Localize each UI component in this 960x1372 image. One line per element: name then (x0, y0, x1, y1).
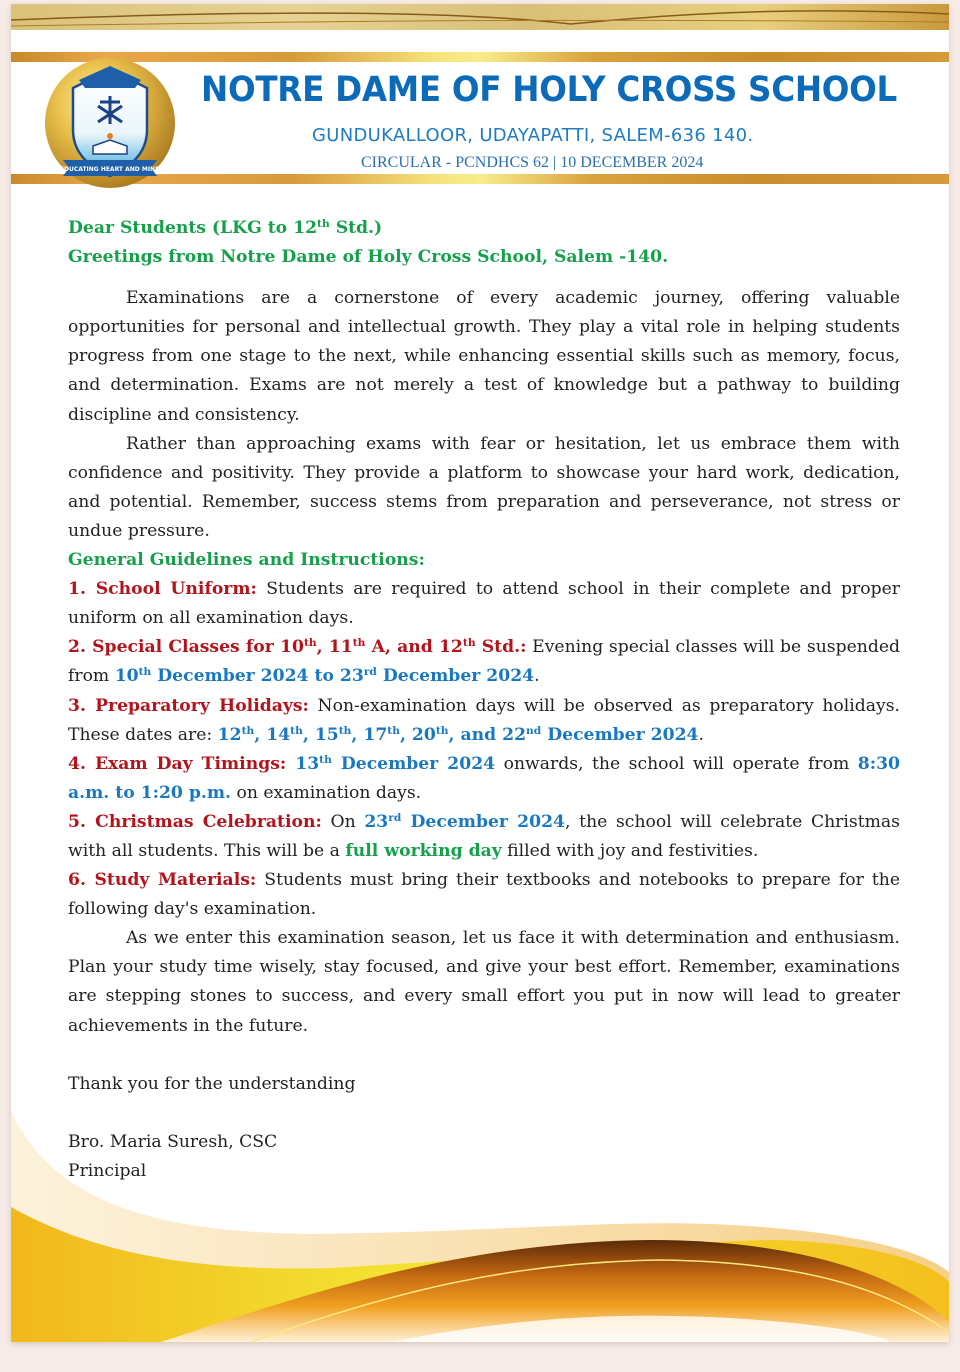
guideline-text: Non-examination days will be observed as preparatory holidays. These dates are: (68, 695, 900, 745)
christmas-date: 23rd December 2024 (364, 811, 566, 832)
signatory-designation: Principal (68, 1160, 147, 1181)
guideline-6 (68, 866, 900, 924)
guideline-5: 5. Christmas Celebration: On 23rd December 2024, the school will celebrate Christmas with all students. This will be a full working day filled with joy and festivities. (68, 811, 900, 861)
guideline-title: 1. School Uniform: (68, 579, 257, 600)
salutation (68, 214, 900, 243)
guideline-text: onwards, the school will operate from (495, 753, 858, 774)
holiday-dates: 12th, 14th, 15th, 17th, 20th, and 22nd December 2024 (217, 723, 699, 745)
guidelines-heading: General Guidelines and Instructions: (68, 550, 425, 571)
full-working-day-highlight: full working day (345, 840, 502, 861)
circular-page (11, 4, 949, 1342)
greeting: Greetings from Notre Dame of Holy Cross School, Salem -140. (68, 247, 669, 268)
footer-gold-wave (11, 1092, 949, 1342)
guideline-1 (68, 575, 900, 633)
guideline-text: Students must bring their textbooks and notebooks to prepare for the following day's examination. (68, 870, 900, 920)
salutation-text: Dear Students (LKG to 12 (68, 218, 318, 238)
guideline-title: 2. Special Classes for 10th, 11th A, and 12th Std.: (68, 636, 527, 658)
start-date: 13th December 2024 (286, 752, 496, 774)
guideline-title: 4. Exam Day Timings: (68, 753, 287, 774)
paragraph-encouragement: Rather than approaching exams with fear or hesitation, let us embrace them with confidence and positivity. They provide a platform to showcase your hard work, dedication, and potential. Remember, success stems from preparation and perseverance, not stress or undue pressure. (68, 433, 900, 541)
guideline-text: , the school will celebrate Christmas with all students. This will be a (68, 811, 900, 861)
thank-you-line: Thank you for the understanding (68, 1073, 356, 1094)
guideline-title: 3. Preparatory Holidays: (68, 695, 309, 716)
guideline-title: 6. Study Materials: (68, 870, 257, 891)
school-address: GUNDUKALLOOR, UDAYAPATTI, SALEM-636 140. (312, 125, 754, 146)
salutation-text: Std.) (329, 218, 383, 238)
guideline-2: 2. Special Classes for 10th, 11th A, and 12th Std.: Evening special classes will be suspended from 10th December 2024 to 23rd December 2024. (68, 636, 901, 687)
logo-motto: EDUCATING HEART AND MIND (59, 166, 161, 173)
guideline-title: 5. Christmas Celebration: (68, 811, 322, 832)
circular-reference: CIRCULAR - PCNDHCS 62 | 10 DECEMBER 2024 (361, 154, 704, 171)
guideline-text: Evening special classes will be suspended from (68, 637, 901, 687)
paragraph-intro: Examinations are a cornerstone of every academic journey, offering valuable opportunities for personal and intellectual growth. They play a vital role in helping students progress from one stage to the next, while enhancing essential skills such as memory, focus, and determination. Exams are not merely a test of knowledge but a pathway to building discipline and consistency. (68, 288, 900, 425)
guideline-3: 3. Preparatory Holidays: Non-examination days will be observed as preparatory holidays. These dates are: 12th, 14th, 15th, 17th, 20th, and 22nd December 2024. (68, 695, 900, 745)
guideline-text: Students are required to attend school in their complete and proper uniform on all examination days. (68, 579, 901, 629)
top-gold-ribbon (11, 4, 949, 30)
superscript: th (317, 217, 330, 231)
guideline-4: 4. Exam Day Timings: 13th December 2024 onwards, the school will operate from 8:30 a.m. to 1:20 p.m. on examination days. (68, 752, 901, 803)
exam-timings: 8:30 a.m. to 1:20 p.m. (68, 753, 901, 803)
date-range: 10th December 2024 to 23rd December 2024 (114, 665, 535, 687)
school-logo (43, 56, 177, 190)
school-name: NOTRE DAME OF HOLY CROSS SCHOOL (201, 70, 898, 110)
signatory-name: Bro. Maria Suresh, CSC (68, 1131, 278, 1152)
paragraph-closing: As we enter this examination season, let us face it with determination and enthusiasm. Plan your study time wisely, stay focused, and give your best effort. Remember, examinations are stepping stones to success, and every small effort you put in now will lead to greater achievements in the future. (68, 928, 900, 1036)
letter-body (68, 214, 900, 1186)
